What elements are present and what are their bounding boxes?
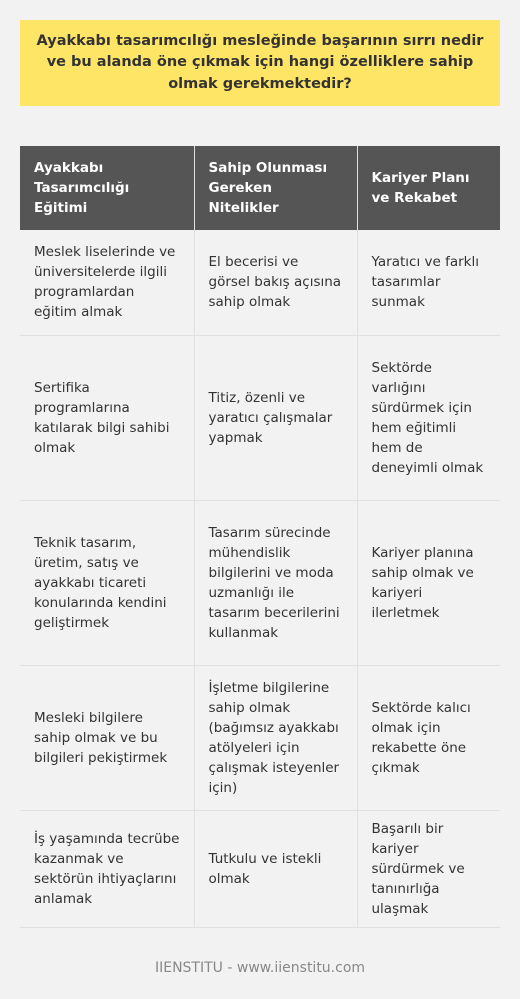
table-cell: İşletme bilgilerine sahip olmak (bağımsız ayakkabı atölyeleri için çalışmak isteyenler için) [194, 665, 357, 810]
table-row [20, 665, 500, 810]
info-table [20, 146, 500, 928]
table-row [20, 335, 500, 500]
table-row [20, 500, 500, 665]
table-cell: İş yaşamında tecrübe kazanmak ve sektörün ihtiyaçlarını anlamak [20, 810, 194, 927]
table-cell: Yaratıcı ve farklı tasarımlar sunmak [357, 230, 500, 335]
table-cell: Sertifika programlarına katılarak bilgi sahibi olmak [20, 335, 194, 500]
table-header-row [20, 146, 500, 230]
table-cell: Meslek liselerinde ve üniversitelerde ilgili programlardan eğitim almak [20, 230, 194, 335]
column-header-career: Kariyer Planı ve Rekabet [357, 146, 500, 230]
table-cell: Mesleki bilgilere sahip olmak ve bu bilgileri pekiştirmek [20, 665, 194, 810]
page-title: Ayakkabı tasarımcılığı mesleğinde başarının sırrı nedir ve bu alanda öne çıkmak için hangi özelliklere sahip olmak gerekmektedir? [36, 32, 484, 92]
table-cell: El becerisi ve görsel bakış açısına sahip olmak [194, 230, 357, 335]
title-banner [20, 20, 500, 106]
table-row [20, 230, 500, 335]
table-cell: Tutkulu ve istekli olmak [194, 810, 357, 927]
table-cell: Titiz, özenli ve yaratıcı çalışmalar yapmak [194, 335, 357, 500]
table-row [20, 810, 500, 927]
column-header-education: Ayakkabı Tasarımcılığı Eğitimi [20, 146, 194, 230]
column-header-qualifications: Sahip Olunması Gereken Nitelikler [194, 146, 357, 230]
footer-credit: IIENSTITU - www.iienstitu.com [154, 960, 366, 976]
table-cell: Teknik tasarım, üretim, satış ve ayakkabı ticareti konularında kendini geliştirmek [20, 500, 194, 665]
table-cell: Sektörde kalıcı olmak için rekabette öne çıkmak [357, 665, 500, 810]
table-cell: Başarılı bir kariyer sürdürmek ve tanınırlığa ulaşmak [357, 810, 500, 927]
table-cell: Sektörde varlığını sürdürmek için hem eğitimli hem de deneyimli olmak [357, 335, 500, 500]
table-cell: Tasarım sürecinde mühendislik bilgilerini ve moda uzmanlığı ile tasarım becerilerini kullanmak [194, 500, 357, 665]
table-cell: Kariyer planına sahip olmak ve kariyeri ilerletmek [357, 500, 500, 665]
